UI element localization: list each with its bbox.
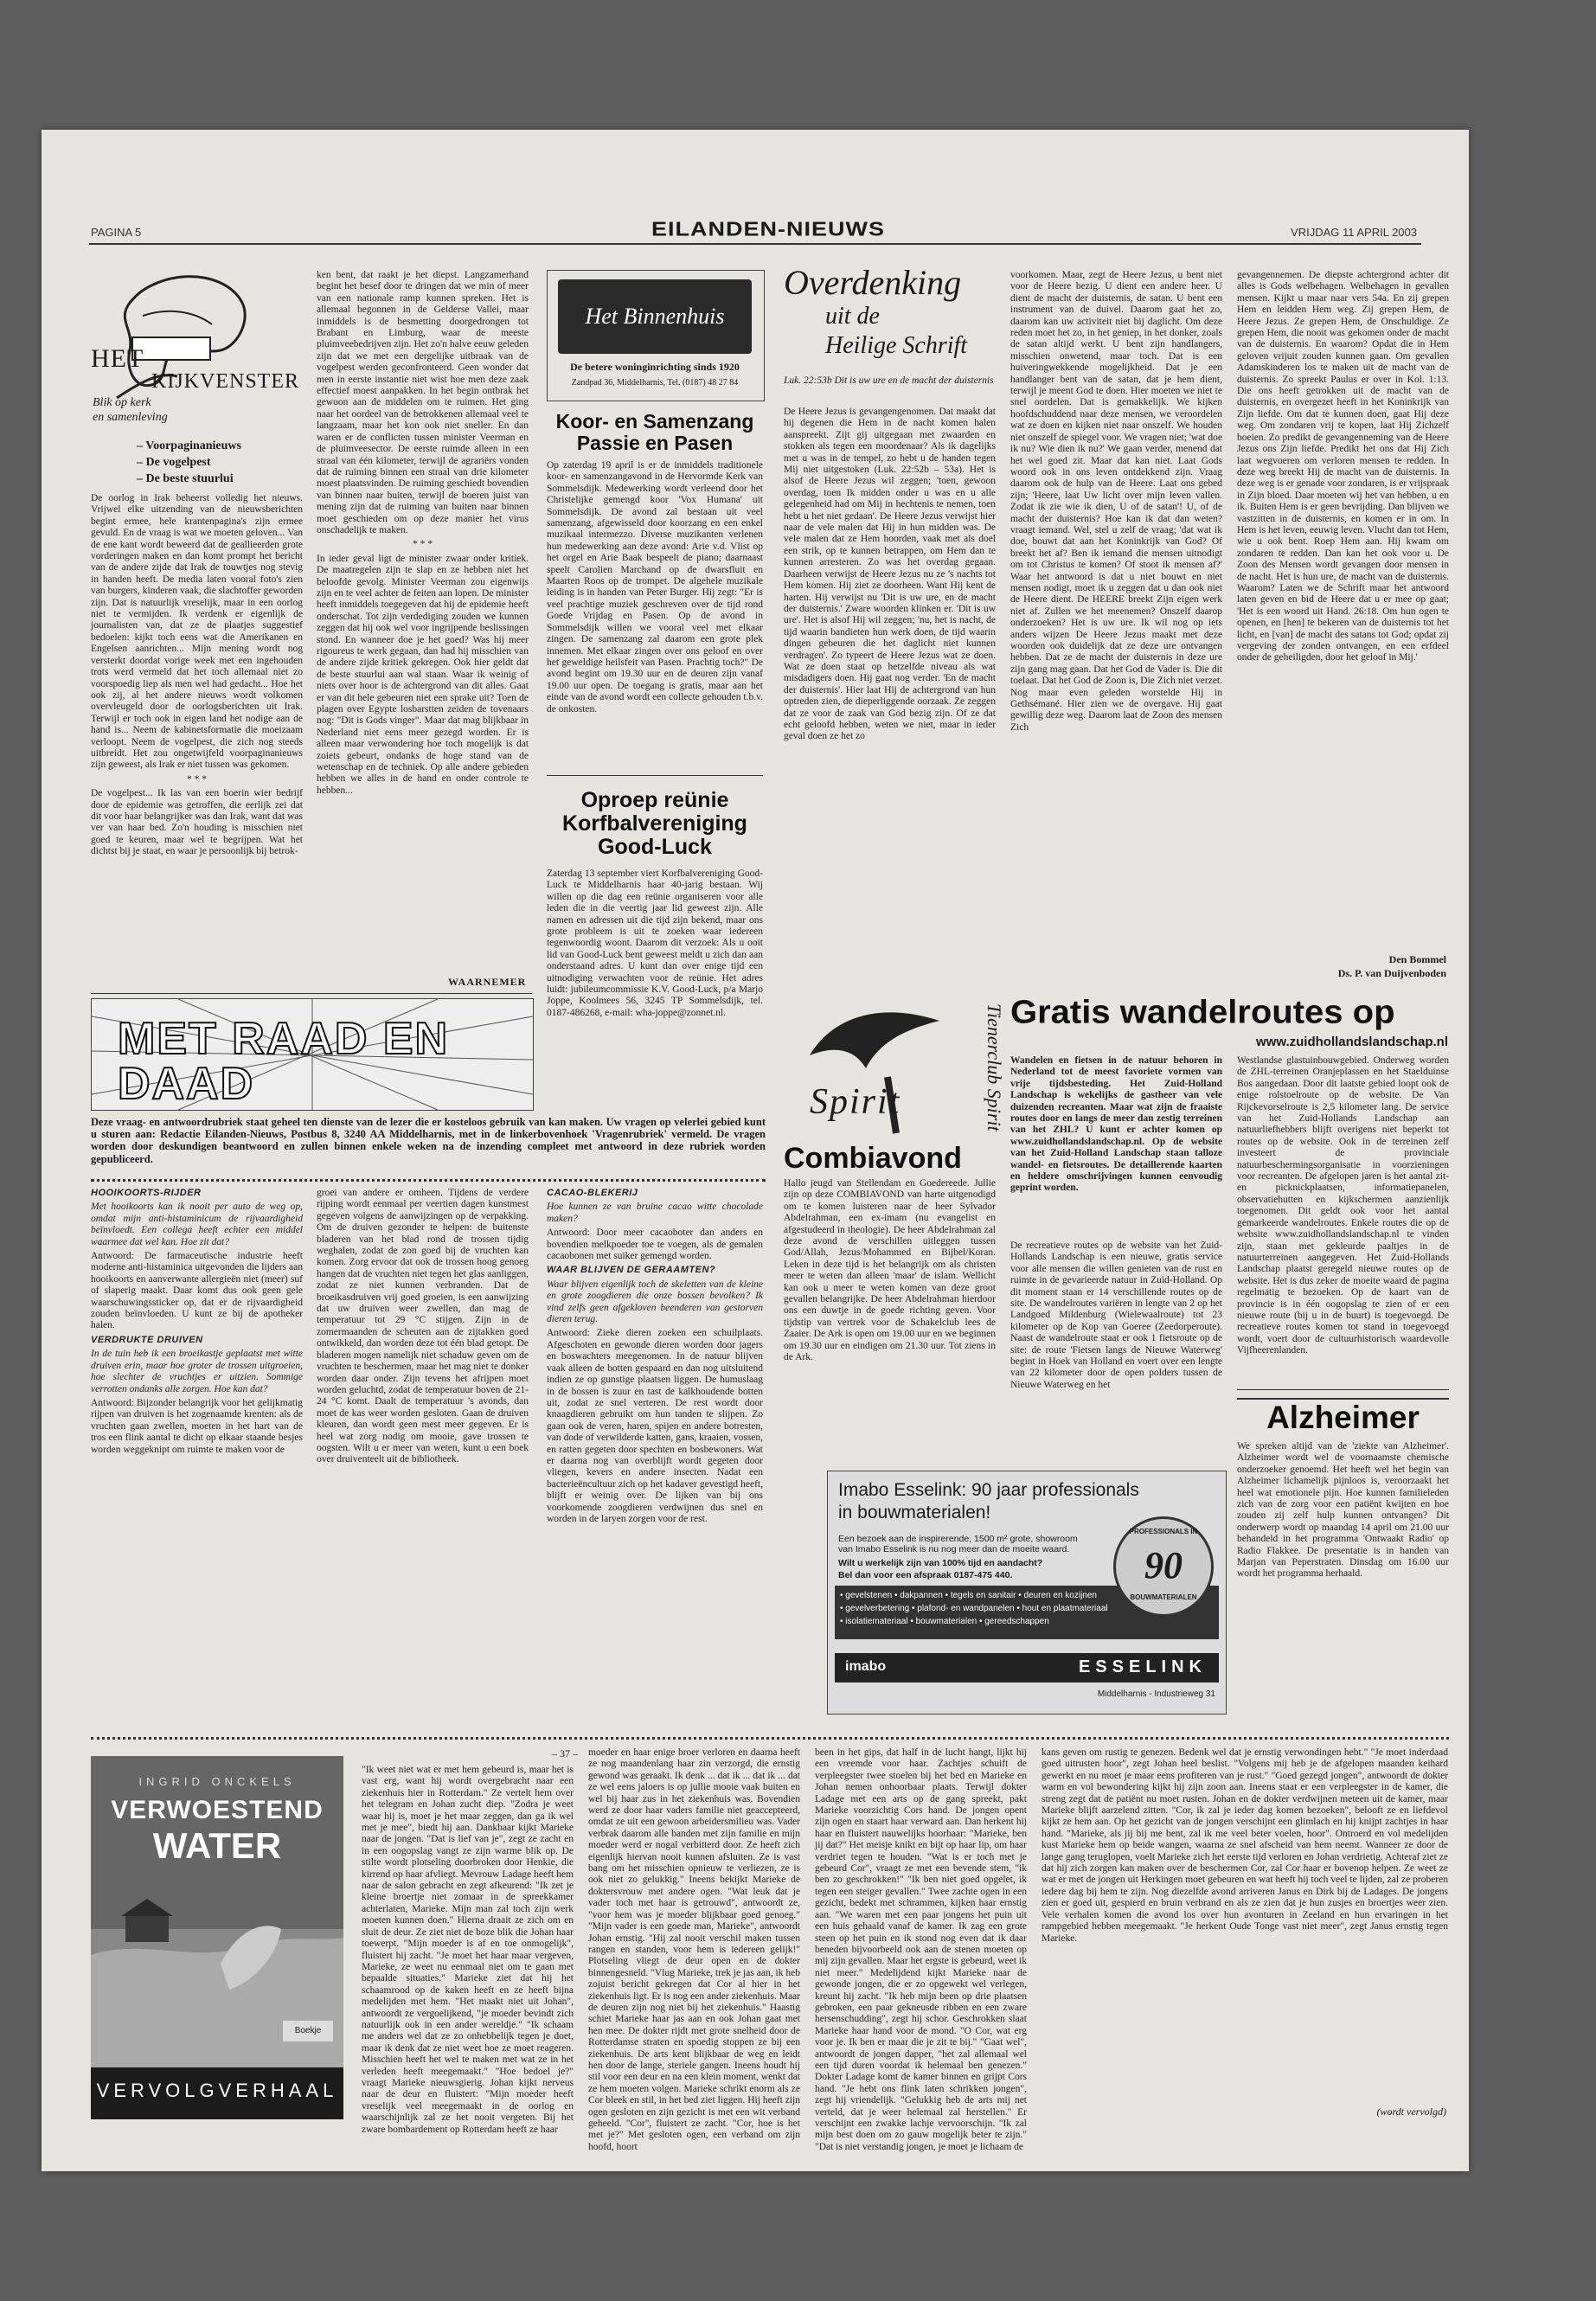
q2-answer-cont: groei van andere er omheen. Tijdens de verdere rijping wordt eenmaal per veertien dagen kunstmest gegeven volgens de aanwijzingen op de verpakking. Om de druiven gezonder te helpen: de buitenste bladeren van het blad rond de trossen tijdig weghalen, zodat de zon goed bij de vruchten kan komen. Zorg ervoor dat ook de trossen hoog genoeg hangen dat de vruchten niet tegen het glas aanliggen, zodat ze niet kunnen verbranden. Dat de broeikasdruiven vrij goed groeien, is een aanwijzing dat uw druiven weer zwellen, dan mag de temperatuur tot 29 °C stijgen. Zijn in de zomermaanden de scheuten aan de zijtakken goed ontwikkeld, dan worden deze tot één blad getopt. De bladeren mogen namelijk niet schaduw geven om de vruchten te beschermen, maar het mag niet te donker worden daar onder. Zijn tevens het afrijpen moet worden geluchtd, zodat de temperatuur boven de 21-24 °C komt. Daalt de temperatuur 's avonds, dan moet de kas weer worden gesloten. Gaan de druiven kleuren, dan wordt geen mest meer gegeven. Er is heel wat zorg nodig om mooie, gave trossen te oogsten. Wilt u er meer van weten, kunt u een boek over druiventeelt uit de bibliotheek. — [317, 1188, 529, 1465]
imabo-address: Middelharnis - Industrieweg 31 — [1097, 1689, 1215, 1699]
q2-question: In de tuin heb ik een broeikastje geplaatst met witte druiven erin, maar hoe groter de trossen uitgroeien, hoe slechter de vruchtjes er uitzien. Sommige verrotten ondanks alle zorgen. Hoe kan dat? — [91, 1349, 303, 1394]
verwoestend-badge: Boekje — [283, 2021, 333, 2041]
verwoestend-title-1: VERWOESTEND — [111, 1796, 324, 1824]
vervolg-text-2: moeder en haar enige broer verloren en daarna heeft ze nog maandenlang haar zin verzorgd, die ernstig gewond was geraakt. Ik denk ... dat ik ... dat ik ... dat ze wel eens jaloers is op jullie mooie vaak buiten en wel bij haar zus in het ziekenhuis was. Bovendien werd ze door haar vaders familie niet geaccepteerd, omdat ze uit een gewoon arbeidersmilieu was. Vader verbrak daarom alle banden met zijn familie en mijn moeder werd er nogal verbitterd door. Ze heeft zich eigenlijk hiervan nooit kunnen afsluiten. Ze is vast bang om het misschien opnieuw te verliezen, ze is ook niet zo gelukkig." Ineens bekijkt Marieke de doktersvrouw met andere ogen. "Wat leuk dat je vader toch met haar is getrouwd", antwoordt ze, "voor hem was je moeder blijkbaar goed genoeg." "Mijn vader is een goede man, Marieke", antwoordt Johan ernstig. "Hij zal nooit verschil maken tussen rangen en standen, voor hem is iedereen gelijk!" Plotseling vliegt de deur open en de dokter binnengesneld. "Vlug Marieke, trek je jas aan, ik heb zojuist bericht gekregen dat Cor al hier in het ziekenhuis ligt. Er is nog een ander ziekenhuis. Maar de deuren zijn nog niet bij het ziekenhuis." Haastig schiet Marieke haar jas aan en ook Johan gaat met hen mee. De dokter rijdt met grote snelheid door de Rotterdamse straten en spoedig stoppen ze bij een ziekenhuis. De arts kent blijkbaar de weg en leidt hen door de lange, steriele gangen. Ineens houdt hij stil voor een deur en na een klein moment, wenkt dat ze hem moeten volgen. Marieke schrikt enorm als ze Cor bleek en stil, in het bed ziet liggen. Hij heeft zijn ogen gesloten en zijn gezicht is met een wit verband geheeld. "Cor", fluistert ze zacht. "Cor, hoe is het met je?" Met gesloten ogen, een verband om zijn hoofd, hoort — [588, 1747, 800, 2152]
q1-question: Met hooikoorts kan ik nooit per auto de weg op, omdat mijn anti-histaminicum de rijvaardigheid beïnvloedt. Een collega heeft echter een middel waarmee dat wel kan. Hoe zit dat? — [91, 1202, 303, 1247]
wandel-title: Gratis wandelroutes op — [1010, 994, 1395, 1030]
wandel-body-2: Westlandse glastuinbouwgebied. Onderweg worden de ZHL-terreinen Oranjeplassen en het Staelduinse Bos aangedaan. Door dit laatste gebied loopt ook de enige rolstoelroute op de website. De Van Rijckevorselroute is 2,5 kilometer lang. De service van het Zuid-Hollands Landschap aan natuurliefhebbers blijft overigens niet beperkt tot routes op de website. Ook in de terreinen zelf investeert de provinciale natuurbeschermingsorganisatie in voorzieningen voor recreanten. De afgelopen jaren is het aantal zit- en picknickplaatsen, informatiepanelen, observatiehutten en kijkschermen aanzienlijk toegenomen. Dit geldt ook voor het aantal gemarkeerde wandelroutes. Enkele routes die op de website www.zuidhollandslandschap.nl te vinden zijn, staan met gekleurde paaltjes in de natuurterreinen aangegeven. Het Zuid-Hollands Landschap plaatst geregeld nieuwe routes op de website. Het is dus zeker de moeite waard de pagina regelmatig te bezoeken. Op de kaart van de provincie is in één oogopslag te zien of er een nieuwe route (bij u in de buurt) is toegevoegd. De recreatieve routes komen tot stand in toegevoegd wordt, voert door de cultuurhistorisch waardevolle Vijfheerenlanden. — [1237, 1055, 1449, 1356]
verwoestend-footer: VERVOLGVERHAAL — [96, 2080, 338, 2101]
imabo-body-1: Een bezoek aan de inspirerende, 1500 m² grote, showroom van Imabo Esselink is nu nog meer dan de moeite waard. — [838, 1534, 1078, 1554]
kijkvenster-title: KIJKVENSTER — [151, 370, 299, 393]
overdenking-title-3: Heilige Schrift — [825, 332, 968, 359]
overdenking-reference: Luk. 22:53b Dit is uw ure en de macht der duisternis — [784, 375, 994, 386]
koor-title: Koor- en Samenzang Passie en Pasen — [555, 410, 754, 454]
wandel-lead — [1010, 1055, 1222, 1237]
imabo-bullets-2: • gevelverbetering • plafond- en wandpanelen • hout en plaatmateriaal — [840, 1604, 1108, 1613]
vervolg-col-1 — [362, 1765, 574, 2135]
oproep-body: Zaterdag 13 september viert Korfbalvereniging Good-Luck te Middelharnis haar 40-jarig bestaan. Wij willen op die dag een reünie organiseren voor alle leden die in die veertig jaar lid geweest zijn. Alle namen en adressen uit die tijd zijn bekend, maar ons grote probleem is uit te zoeken waar iedereen tegenwoordig woont. Daarom dit verzoek: Als u ooit lid van Good-Luck bent geweest meldt u zich dan aan onderstaand adres. U kunt dan over enige tijd een uitnodiging verwachten voor de reünie. Het adres luidt: jubileumcommissie K.V. Good-Luck, p/a Marjo Joppe, Koolmees 56, 3245 TP Sommelsdijk, tel. 0187-486268, e-mail: wha-joppe@zonnet.nl. — [547, 868, 763, 1018]
verwoestend-author: INGRID ONCKELS — [138, 1775, 296, 1788]
koor-rule — [547, 775, 763, 776]
overdenking-title-2: uit de — [825, 303, 880, 330]
imabo-brand: ESSELINK — [1078, 1657, 1207, 1676]
wandel-body-1: De recreatieve routes op de website van het Zuid-Hollands Landschap is een nieuwe, gratis service voor alle mensen die willen genieten van de rust en ruimte in de gevarieerde natuur in Zuid-Holland. Op dit moment staan er 14 verschillende routes op de site. De wandelroutes variëren in lengte van 2 op het Landgoed Mildenburg (Wielewaalroute) tot 23 kilometer op de Kop van Goeree (Zeedorperoute). Naast de wandelroute staat er ook 1 fietsroute op de site: de route 'Fietsen langs de Nieuwe Waterweg' begint in Hoek van Holland en voert over een lengte van 22 kilometer door de open polders tussen de Nieuwe Waterweg en het — [1010, 1240, 1222, 1390]
alzheimer-body: We spreken altijd van de 'ziekte van Alzheimer'. Alzheimer wordt wel de voornaamste chemische onderzoeker genoemd. Het heeft wel het begin van Alzheimer lichamelijk pijnloos is, veroorzaakt het heel wat emotionele pijn. Hoe kunnen familieleden zich van de zorg voor een patiënt kwijten en hoe zouden zij zelf hulp kunnen ontvangen? Dit onderwerp wordt op maandag 14 april om 21.00 uur behandeld in het programma 'Ontwaakt Radio' op Radio Flakkee. De presentatie is in handen van Marjan van Peperstraten. Dinsdag om 16.00 uur wordt het programma herhaald. — [1237, 1441, 1449, 1580]
q4-heading: WAAR BLIJVEN DE GERAAMTEN? — [547, 1265, 716, 1276]
vervolg-col-3 — [815, 1747, 1027, 2152]
q4-answer: Antwoord: Zieke dieren zoeken een schuilplaats. Afgeschoten en gewonde dieren worden door jagers en boswachters meegenomen. In de natuur blijven vaak alleen de botten gespaard en dan nog uitsluitend indien ze op gunstige plaatsen liggen. De humuslaag in de bossen is zuur en tast de kalkhoudende botten uit, zodat ze snel verteren. De rest wordt door knaagdieren gebruikt om hun tanden te slijpen. Zo gaan ook de veren, haren, spijen en andere botresten, van dode of verwilderde katten, gans, kraaien, vossen, en ratten gegeten door spechten en bosbewoners. Wat er daarna nog van overblijft wordt gegeten door vliegen, kevers en andere insecten. Nadat een bacterieëncultuur zich op het kadaver gevestigd heeft, blijft er weinig over. De lijken van bij ons voorkomende zoogdieren verdwijnen dus snel en worden in de laryen zorgen voor de rest. — [547, 1328, 763, 1524]
page-number: PAGINA 5 — [91, 226, 142, 239]
kijkvenster-col-1 — [91, 493, 303, 986]
alzheimer-text — [1237, 1441, 1449, 1727]
imabo-seal-bottom: BOUWMATERIALEN — [1130, 1593, 1197, 1601]
spirit-logo-box — [784, 995, 996, 1133]
met-raad-intro: Deze vraag- en antwoordrubriek staat geheel ten dienste van de lezer die er kosteloos gebruik van kan maken. Uw vragen op velerlei gebied kunt u sturen aan: Redactie Eilanden-Nieuws, Postbus 8, 3240 AA Middelharnis, met in de linkerbovenhoek 'Vragenrubriek' vermeld. De vragen worden door deskundigen beantwoord en zullen binnen enkele weken na de inzending compleet met antwoord in deze rubriek worden gepubliceerd. — [91, 1116, 766, 1165]
imabo-brand-bar — [835, 1653, 1219, 1682]
met-raad-col-2 — [317, 1188, 529, 1724]
imabo-body-2: Wilt u werkelijk zijn van 100% tijd en aandacht? — [838, 1558, 1043, 1568]
binnenhuis-address: Zandpad 36, Middelharnis, Tel. (0187) 48 27 84 — [571, 378, 739, 388]
q1-heading: HOOIKOORTS-RIJDER — [91, 1188, 202, 1198]
kijkvenster-stars-1: * * * — [187, 773, 207, 785]
imabo-title-2: in bouwmaterialen! — [838, 1503, 991, 1522]
kijkvenster-par-1: De oorlog in Irak beheerst volledig het nieuws. Vrijwel elke uitzending van de nieuwsberichten begint ermee, hele krantenpagina's zijn ermee gevuld. En de vraag is wat we moeten geloven... Van de ene kant wordt beweerd dat de geallieerden grote vorderingen maken en dan komt prompt het bericht van de andere zijde dat Irak de touwtjes nog stevig in handen heeft. De media laten vooral foto's zien van burgers, kinderen vaak, die slachtoffer geworden zijn. Dat is natuurlijk vreselijk, maar in een oorlog niet te vermijden. Ik verdenk er eigenlijk de journalisten van, dat ze de plaatjes suggestief bedoelen: kijkt toch eens wat die Amerikanen en Engelsen aanrichten... Mijn mening wordt nog versterkt doordat vorige week met een ingehouden trots werd vermeld dat het toch allemaal niet zo voorspoedig liep als men wel had gedacht... Hoe het ook zij, al het andere nieuws wordt volkomen overvleugeld door de oorlogsberichten uit Irak. Terwijl er toch ook in eigen land het nodige aan de hand is... Neem de kabinetsformatie die moeizaam verloopt. Neem de vogelpest, die zich nog steeds uitbreidt. Het zou ongetwijfeld voorpaginanieuws zijn geweest, als Irak er niet tussen was gekomen. — [91, 493, 303, 771]
kijkvenster-par-4: In ieder geval ligt de minister zwaar onder kritiek. De maatregelen zijn te slap en ze hebben niet het beloofde gevolg. Minister Veerman zou eigenwijs zijn en te veel achter de feiten aan lopen. De minister heeft inmiddels toegegeven dat hij de epidemie heeft onderschat. Tot zijn verdediging zouden we kunnen zeggen dat hij ook wel voor ingrijpende beslissingen stond. En wanneer doe je het goed? Was hij meer rigoureus te werk gegaan, dan had hij misschien van de andere zijde kritiek gekregen. Ook hier geldt dat de beste stuurlui aan wal staan. Waar ik weinig of niets over hoor is de achtergrond van dit alles. Gaat er van dit hele gebeuren niet een sprake uit? Toen de plagen over Egypte losbarstten zeiden de tovenaars nog: "Dit is Gods vinger". Maar dat mag blijkbaar in Nederland niet eens meer gezegd worden. Er is alleen maar verwondering hoe toch mogelijk is dat zoiets gebeurt, ondanks de hoge stand van de wetenschap en de techniek. Op alle andere gebieden hebben we alles in de hand en onder controle te hebben... — [317, 553, 529, 796]
newspaper-page — [42, 130, 1469, 2171]
overdenking-title: Overdenking — [784, 263, 962, 302]
kijkvenster-col-2 — [317, 270, 529, 971]
kijkvenster-tagline-2: en samenleving — [93, 411, 168, 424]
kijkvenster-par-2: De vogelpest... Ik las van een boerin wier bedrijf door de epidemie was getroffen, die eerlijk zei dat dit voor haar belangrijker was dan Irak, want dat was ver van haar bed. Zo'n houding is misschien niet goed te keuren, maar wel te begrijpen. Wat het dichtst bij je staat, en waar je persoonlijk bij betrok- — [91, 788, 303, 857]
met-raad-col-1 — [91, 1188, 303, 1724]
topic-3: – De beste stuurlui — [137, 472, 234, 485]
oproep-text — [547, 868, 763, 1067]
met-raad-divider — [91, 1179, 766, 1182]
overdenking-author: Ds. P. van Duijvenboden — [1337, 967, 1446, 979]
overdenking-par-2: voorkomen. Maar, zegt de Heere Jezus, u bent niet voor de Heere bezig. U dient een andere heer. U dient de macht der duisternis, de satan. U bent een instrument van de duivel. Daarom gaat het zo, daarom kan uw activiteit niet bij daglicht. Om deze reden moet het zo, in het geniep, in het donker, zoals de satan altijd werkt. U bent zijn handlangers, misschien onwetend, maar toch. Dat is een huiveringwekkende mogelijkheid. Dat je een handlanger bent van de satan, dat je hem dient, terwijl je meent God te doen. Hier moeten we niet te snel oordelen. Dat is gemakkelijk. We kijken hoofdschuddend naar deze mensen, we veroordelen wat ze doen en kijken niet naar onszelf. We houden niet onszelf de spiegel voor. We vragen niet; 'wat doe ik nu? Wie dien ik nu?' We gaan verder, menend dat het wel goed zit. Maar dat kan niet. Laat Gods woord ook in ons leven ontdekkend zijn. Vraag daarom ook de hulp van de Heere. Laat ons gebed zijn; 'Heere, laat Uw licht over mijn leven vallen. Zodat ik zie wie ik dien, U of de satan'! U, of de macht der duisternis? Hoe kan ik dat dan weten? vraagt iemand. Wel, stel u zelf de vraag; 'dat wat ik doe, bouwt dat aan het Koninkrijk van God? Of breekt het af? Ben ik iemand die mensen uitnodigt om tot Christus te komen? Of stoot ik mensen af?' Waar het antwoord is dat u niet bouwt en niet mensen nodigt, moet ik u zeggen dat u dan ook niet de Heere dient. De HEERE breekt Zijn eigen werk niet af. Zullen we het meenemen? Onszelf daarop onderzoeken? Het is uw ure. Ik wil nog op iets anders wijzen De Heere Jezus maakt met deze woorden ook duidelijk dat ze deze ure ontvangen hebben. Dat ze de macht der duisternis in deze ure zijn gang mag gaan. Dat het God de Vader is. Die dit toelaat. Dat het God de Zoon is, Die Zich niet verzet. Nog maar even geleden worstelde Hij in Gethsémané. Hier zien we de overgave. Hij gaat gewillig deze weg. Daarom laat de Zoon des mensen Zich — [1010, 270, 1222, 733]
imabo-seal-top: PROFESSIONALS IN — [1129, 1528, 1198, 1535]
header-rule — [89, 243, 1421, 245]
binnenhuis-ad — [547, 270, 765, 401]
kijkvenster-signature: WAARNEMER — [448, 976, 527, 988]
q3-question: Hoe kunnen ze van bruine cacao witte chocolade maken? — [547, 1202, 763, 1224]
spirit-logo: Spirit — [810, 1082, 901, 1122]
vervolg-text-3: been in het gips, dat half in de lucht hangt, lijkt hij een vreemde voor haar. Zachtjes schuift de verpleegster twee stoelen bij het bed en Marieke en Johan nemen onhoorbaar plaats. Terwijl dokter Ladage met een arts op de gang spreekt, pakt Marieke voorzichtig Cors hand. De jongen opent zijn ogen en staart haar verward aan. Dan herkent hij haar en fluistert nauwelijks hoorbaar: "Marieke, ben jij dat?" Het meisje knikt en bijt op haar lip, om haar verdriet tegen te houden. "Wat is er toch met je gebeurd Cor", vraagt ze met een bevende stem, "ik ben zo geschrokken!" "Ik ben niet goed opgelet, ik tegen een steiger gevallen." Twee zachte ogen in een gezicht, bedekt met schrammen, kijken haar ernstig aan. "We waren met een paar jongens het puin uit een huis gehaald vanaf de kamer. Ik zag een grote steen op het puin en ik stond nog even dat ik daar beneden bijvoorbeeld ook aan de stenen moeten op mij zijn gevallen. Maar het ergste is gebeurd, weet ik niet meer." Medelijdend kijkt Marieke naar de gewonde jongen, die er zo opgewekt wel verlegen, kreunt hij zacht. "Ik heb mijn been op drie plaatsen gebroken, een paar gekneusde ribben en een zware hersenschudding", zegt hij schor. Geschrokken slaat Marieke haar hand voor de mond. "O Cor, wat erg voor je. Ik ben er maar die je zit te bij." "Gaat wel", antwoordt de jongen dapper, "het zal allemaal wel een tijd duren voordat ik helemaal ben genezen." Dokter Ladage komt de kamer binnen en grijpt Cors hand. "Je hebt ons flink laten schrikken jongen", zegt hij vriendelijk. "Gelukkig heb de arts mij net verteld, dat je weer helemaal zal herstellen." Er verschijnt een zwakke lachje vervoorschijn. "Ik zal mijn best doen om zo gauw mogelijk beter te zijn." "Dat is niet verstandig jongen, je moet je lichaam de — [815, 1747, 1027, 2152]
overdenking-author-place: Den Bommel — [1388, 953, 1446, 965]
kijkvenster-logo — [91, 268, 298, 433]
q3-heading: CACAO-BLEKERIJ — [547, 1188, 638, 1198]
wandel-rule — [1237, 1389, 1449, 1390]
overdenking-col-2 — [1010, 270, 1222, 971]
imabo-body-3: Bel dan voor een afspraak 0187-475 440. — [838, 1570, 1013, 1580]
oproep-title: Oproep reünie Korfbalvereniging Good-Luck — [562, 788, 747, 859]
kijkvenster-tagline-1: Blik op kerk — [93, 396, 151, 409]
imabo-bullets-3: • isolatiemateriaal • bouwmaterialen • gereedschappen — [840, 1617, 1049, 1626]
spirit-body: Hallo jeugd van Stellendam en Goedereede. Jullie zijn op deze COMBIAVOND van harte uitgenodigd om te komen luisteren naar de heer Sylvador Abdelrahman, een ex-imam (nu evangelist en afgestudeerd in theologie). De heer Abdelrahman zal deze avond de verschillen uitleggen tussen God/Allah, Jezus/Mohammed en Bijbel/Koran. Leken in deze tijd is het belangrijk om als christen meer te weten dan alleen 'maar' de islam. Wellicht kan ook u meer te weten komen van deze groot gevallen belangrijke. De heer Abdelrahman hierdoor ons een duwtje in de goede richting geven. Voor tijdstip van vertrek voor de Schakelclub lees de Zaaier. De Ark is open om 19.00 uur en we beginnen om 19.30 uur en eindigen om 21.30 uur. Tot ziens in de Ark. — [784, 1178, 996, 1363]
vervolg-col-4 — [1042, 1747, 1448, 2102]
wandel-url: www.zuidhollandslandschap.nl — [1256, 1035, 1448, 1049]
overdenking-par-3: gevangennemen. De diepste achtergrond achter dit alles is Gods welbehagen. Welbehagen in gevallen mensen. Kijkt u maar naar vers 54a. En zij grepen Hem en leidden Hem weg. Zij grepen Hem, de Heere Jezus. Ze grepen Hem, de Onschuldige. Ze grepen Hem, die nooit was gekomen onder de macht van de duisternis. En waarom? Opdat die in Hem geloven vrijuit zouden kunnen gaan. Om gevallen Adamskinderen los te maken uit de macht van de duisternis. Zo spreekt Paulus er over in Kol. 1:13. Die ons heeft getrokken uit de macht van de duisternis, en overgezet heeft in het Koninkrijk van Zijn liefde. Om dat te kunnen doen, gaat Hij deze weg. Om zondaren vrij te kopen, laat Hij Zichzelf boeien. Zo predikt de gevangenneming van de Heere Jezus ons Zijn liefde. Predikt het ons dat Hij Zich laat wegvoeren om verloren mensen te redden. In deze weg breekt Hij de macht van de duisternis. In deze weg is er genade voor zondaren, is er vrijspraak in Zijn bloed. Daar moeten wij het van hebben, u en ik. Buiten Hem is er geen bevrijding. Dan blijven we vastzitten in de duisternis, en komen er in om. In Hem is het leven, eeuwig leven. Vlucht dan tot Hem, wie u ook bent. Roep Hem aan. Hij kwam om zondaren te redden. Dan kan het ook voor u. De Zoon des Mensen wordt gevangen door mensen in de nacht. Het is hun ure, de macht van de duisternis. Waarom? Laten we de Schrift maar het antwoord laten geven en bid de Heere dat u er mee op gaat; 'Het is een woord uit Hand. 26:18. Om hun ogen te openen, en [hen] te bekeren van de duisternis tot het licht, en [van] de macht des satans tot God; opdat zij vergeving der zonden ontvangen, en een erfdeel onder de geheiligden, door het geloof in Mij.' — [1237, 270, 1449, 663]
imabo-ad — [827, 1471, 1227, 1715]
koor-body: Op zaterdag 19 april is er de inmiddels traditionele koor- en samenzangavond in de Hervormde Kerk van Sommelsdijk. Medewerking wordt verleend door het Christelijke gemengd koor 'Vox Humana' uit Sommelsdijk. De avond zal bestaan uit veel samenzang, afgewisseld door koorzang en een enkel muzikaal intermezzo. Diverse muzikanten verlenen hun medewerking aan deze avond: Arie v.d. Vlist op het orgel en Arie Baak bespeelt de piano; daarnaast speelt Carolien Marchand op de dwarsfluit en Maarten Roos op de trompet. De algehele muzikale leiding is in handen van Peter Burger. Hij zegt: "Er is veel prachtige muziek geschreven over de tijd rond Goede Vrijdag en Pasen. Op de avond in Sommelsdijk willen we vooral veel met elkaar zingen. De samenzang zal daarom een grote plek innemen. Met elkaar zingen over ons geloof en over het geweldige heilsfeit van Pasen. Prachtig toch?" De avond begint om 19.30 uur en de deuren zijn vanaf 19.00 uur open. De toegang is gratis, maar aan het einde van de avond wordt een collecte gehouden t.b.v. de onkosten. — [547, 460, 763, 715]
spirit-title: Combiavond — [784, 1142, 962, 1175]
binnenhuis-logo: Het Binnenhuis — [585, 304, 725, 329]
overdenking-par-1: De Heere Jezus is gevangengenomen. Dat maakt dat hij degenen die Hem in de nacht komen halen aanspreekt. Zijt gij uitgegaan met zwaarden en stokken als tegen een moordenaar? Als ik dagelijks met u was in de tempel, zo hebt u de handen tegen Mij niet uitgestoken (Luk. 22:52b – 53a). Het is alsof de Heere Jezus wil zeggen; 'toen, gewoon overdag, toen Ik midden onder u was en u alle gelegenheid had om Mij in hechtenis te nemen, toen hebt u het niet gedaan'. De Heere Jezus verwijst hier naar de vele malen dat Hij in hun midden was. De vele malen dat ze Hem hoorden, vaak met als doel een strik, op te kunnen betrappen, om Hem dan te kunnen arresteren. Zo was het overdag gegaan. Daarheen verwijst de Heere Jezus nu ze 's nachts tot Hem komen. Hij ziet ze doorheen. Want Hij kent de harten. Hij verwijst nu 'Dit is uw ure, en de macht der duisternis.' Zware woorden klinken er. 'Dit is uw ure'. Het is alsof Hij wil zeggen; 'nu, het is nacht, de tijd waarin bandieten hun werk doen, de tijd waarin dingen gebeuren die het daglicht niet kunnen verdragen'. Zo typeert de Heere Jezus wat ze doen. Wat ze doen staat op hetzelfde niveau als wat misdadigers doen. Hij gaat nog verder. 'En de macht der duisternis'. Hier laat Hij de achtergrond van hun optreden zien, de dieperliggende oorzaak. Ze zeggen dat ze voor de zaak van God bezig zijn. Of ze dat echt geloofd hebben, weten we niet, maar in ieder geval doen ze het zo — [784, 407, 996, 742]
spirit-side-label — [983, 1003, 1005, 1131]
q2-answer: Antwoord: Bijzonder belangrijk voor het gelijkmatig rijpen van druiven is het zogenaamde krenten: als de vruchten gaan zwellen, moeten in het hart van de tros een flink aantal te dicht op elkaar staande besjes worden weggeknipt om ruimte te maken voor de — [91, 1397, 303, 1455]
wandel-col-2 — [1237, 1055, 1449, 1384]
wandel-col-1 — [1010, 1240, 1222, 1462]
masthead: EILANDEN-NIEUWS — [651, 218, 885, 240]
met-raad-col-3 — [547, 1188, 763, 1724]
verwoestend-cover — [91, 1756, 343, 2119]
vervolg-text-4: kans geven om rustig te genezen. Bedenk wel dat je ernstig verwondingen hebt." "Je moet inderdaad goed uitrusten hoor", zegt Johan heel beslist. "Volgens mij heb je de afgelopen maanden keihard gewerkt en nu moet je maar eens profiteren van je rust." "Goed gezegd jongen", antwoordt de dokter warm en vol bewondering kijkt hij zijn zoon aan. Ineens staat er een verpleegster in de kamer, die streng zegt dat de patiënt nu moet rusten. Johan en de dokter verdwijnen meteen uit de kamer, maar Marieke blijft aarzelend zitten. "Cor, ik zal je ieder dag komen bezoeken", belooft ze en liefdevol kijkt ze hem aan. Op het gezicht van de jongen verschijnt een glimlach en hij knijpt zachtjes in haar hand. "Marieke, als jij bij me bent, zal ik me veel beter voelen, hoor". Ontroerd en vol medelijden kust Marieke hem op beide wangen, waarna ze snel afscheid van hem neemt. Wanneer ze door de lange gang teruglopen, voelt Marieke zich het eerste tijd verloren en Johan verdrietig. Achteraf ziet ze dat hij zich zorgen kan maken over de beschermen Cor, zal Cor haar er bovenop helpen. Ze weet ze wat er met de jongen uit Herkingen moet gebeuren en wat heeft hij toch veel te lijden, zal ze proberen iedere dag bij hem te zijn. Nog diezelfde avond arriveren Janus en Dirk bij de Ladages. De jongens zien er goed uit, gespierd en bruin verbrand en als ze zien dat je hun zusjes en broertjes weer zien. Vele verhalen komen die avond los over hun avonturen in Zeeland en hun ervaringen in het rampgebied hebben meegemaakt. "Je herkent Oude Tonge vast niet meer", zegt Janus ernstig tegen Marieke. — [1042, 1747, 1448, 1944]
q4-question: Waar blijven eigenlijk toch de skeletten van de kleine en grote zoogdieren die onze bossen bevolken? Ik vind zelfs geen afgekloven beenderen van gestorven dieren terug. — [547, 1279, 763, 1325]
q3-answer: Antwoord: Door meer cacaoboter dan anders en bovendien melkpoeder toe te voegen, als de gemalen cacaobonen met suiker gemengd worden. — [547, 1227, 763, 1262]
kijkvenster-stars-2: * * * — [413, 539, 433, 550]
imabo-title-1: Imabo Esselink: 90 jaar professionals — [838, 1480, 1139, 1500]
q1-answer: Antwoord: De farmaceutische industrie heeft moderne anti-histaminica uitgevonden die lijders aan hooikoorts en aanverwante allergieën niet (meer) suf of slaperig maakt. Daar komt dus ook geen gele waarschuwingssticker op, dat er de rijvaardigheid zouden beïnvloeden. U kunt ze bij de apotheker halen. — [91, 1251, 303, 1331]
verwoestend-title-2: WATER — [152, 1825, 282, 1866]
kijkvenster-het: HET — [91, 344, 144, 373]
bottom-divider — [91, 1737, 1449, 1740]
binnenhuis-slogan: De betere woninginrichting sinds 1920 — [570, 361, 740, 373]
issue-date: VRIJDAG 11 APRIL 2003 — [1291, 226, 1417, 239]
imabo-brand-small: imabo — [845, 1659, 887, 1674]
spirit-side-2: Spirit — [984, 1088, 1005, 1131]
topic-2: – De vogelpest — [137, 456, 211, 469]
imabo-seal-number: 90 — [1144, 1544, 1183, 1586]
spirit-text — [784, 1178, 996, 1386]
vervolg-page-number: – 37 – — [552, 1747, 578, 1759]
vervolg-end: (wordt vervolgd) — [1376, 2106, 1446, 2118]
koor-text — [547, 460, 763, 765]
kijkvenster-par-3: ken bent, dat raakt je het diepst. Langzamerhand begint het besef door te dringen dat we min of meer van een nationale ramp kunnen spreken. Het is allemaal begonnen in de Gelderse Vallei, maar inmiddels is de besmetting doorgedrongen tot Brabant en Limburg, waar de meeste pluimveebedrijven zijn. Het zo'n halve eeuw geleden zijn dat we met een dergelijke uitbraak van de vogelpest werden geconfronteerd. Geen wonder dat men in eerste instantie niet wist hoe men deze zaak effectief moest aanpakken. In het begin ontbrak het gewoon aan de middelen om te ruimen. Het ging naar het oordeel van de betrokkenen allemaal veel te langzaam, maar het kon ook niet sneller. En dan waren er de conflicten tussen minister Veerman en de pluimveesector. De eerste ruimde alleen in een straal van één kilometer, terwijl de agrariërs vonden dat de ruiming binnen een straal van drie kilometer moest plaatsvinden. De ruiming geschiedt bovendien van binnen naar buiten, terwijl de boeren juist van mening zijn dat de ruiming van buiten naar binnen moet geschieden om op deze manier het virus onschadelijk te maken. — [317, 270, 529, 535]
kijkvenster-topics — [137, 438, 241, 487]
wandel-lead-text: Wandelen en fietsen in de natuur behoren in Nederland tot de meest favoriete vormen van vrije tijdsbesteding. Het Zuid-Holland Landschap is wekelijks de gastheer van vele duizenden recreanten. Maar wat zijn de fraaiste routes door en langs de meer dan zestig terreinen van het ZHL? U kunt er achter komen op www.zuidhollandslandschap.nl. Op de website van het Zuid-Holland Landschap staan talloze wandel- en fietsroutes. De detaillerende kaarten en heldere omschrijvingen kunnen eenvoudig geprint worden. — [1010, 1055, 1222, 1194]
spirit-side-1: Tienerclub — [984, 1003, 1005, 1085]
q2-heading: VERDRUKTE DRUIVEN — [91, 1334, 203, 1345]
topic-1: – Voorpaginanieuws — [137, 439, 241, 452]
imabo-bullets-1: • gevelstenen • dakpannen • tegels en sanitair • deuren en kozijnen — [840, 1591, 1097, 1600]
met-raad-banner — [91, 998, 534, 1111]
vervolg-text-1: "Ik weet niet wat er met hem gebeurd is, maar het is vast erg, want hij wordt overgebracht naar een ziekenhuis hier in Rotterdam." Ze vertelt hem over het telegram en Johan zucht diep. "Zodra je weet waar hij is, moet je het maar zeggen, dan ga ik wel met je mee", biedt hij aan. Dankbaar kijkt Marieke naar de jongen. "Dat is lief van je", zegt ze zacht en in een oogopslag vangt ze zijn warme blik op. De stilte wordt plotseling doorbroken door Henkie, die kirrend op haar afvliegt. Mevrouw Ladage heeft hem naar de salon gebracht en zegt afkeurend: "Ik zet je kleine broertje niet zomaar in de spreekkamer achterlaten, Marieke. Mijn man zal toch zijn werk moeten kunnen doen." Hierna draait ze zich om en sluit de deur. Ze ziet niet de boze blik die Johan haar toewerpt. "Mijn moeder is af en toe onmogelijk", fluistert hij zacht. "Je moet het haar maar vergeven, Marieke, ze weet nu eenmaal niet om te gaan met bepaalde situaties." Marieke ziet dat hij het schaamrood op de kaken heeft en ze heeft bijna medelijden met hem. "Het maakt niet uit Johan", antwoordt ze vergoelijkend, "je moeder bevindt zich natuurlijk ook in een ander wereldje." "Ik schaam me anders wel dat ze zo onhebbelijk tegen je doet, maar ik denk dat ze niet weet hoe ze moet reageren. Misschien heeft het wel te maken met wat ze in het verleden heeft meegemaakt." "Hoe bedoel je?" vraagt Marieke nieuwsgierig. Johan kijkt nerveus naar de deur en fluistert: "Mijn moeder heeft vreselijk veel meegemaakt in de oorlog en waarschijnlijk zal ze het nooit vergeten. Bij het zware bombardement op Rotterdam heeft ze haar — [362, 1765, 574, 2135]
kijkvenster-bottom-rule — [91, 993, 532, 994]
vervolg-col-2 — [588, 1747, 800, 2152]
met-raad-logo: MET RAAD EN DAAD — [118, 1014, 450, 1109]
alzheimer-title: Alzheimer — [1266, 1400, 1420, 1435]
overdenking-col-1 — [784, 407, 996, 969]
imabo-seal — [1113, 1516, 1214, 1617]
overdenking-col-3 — [1237, 270, 1449, 936]
